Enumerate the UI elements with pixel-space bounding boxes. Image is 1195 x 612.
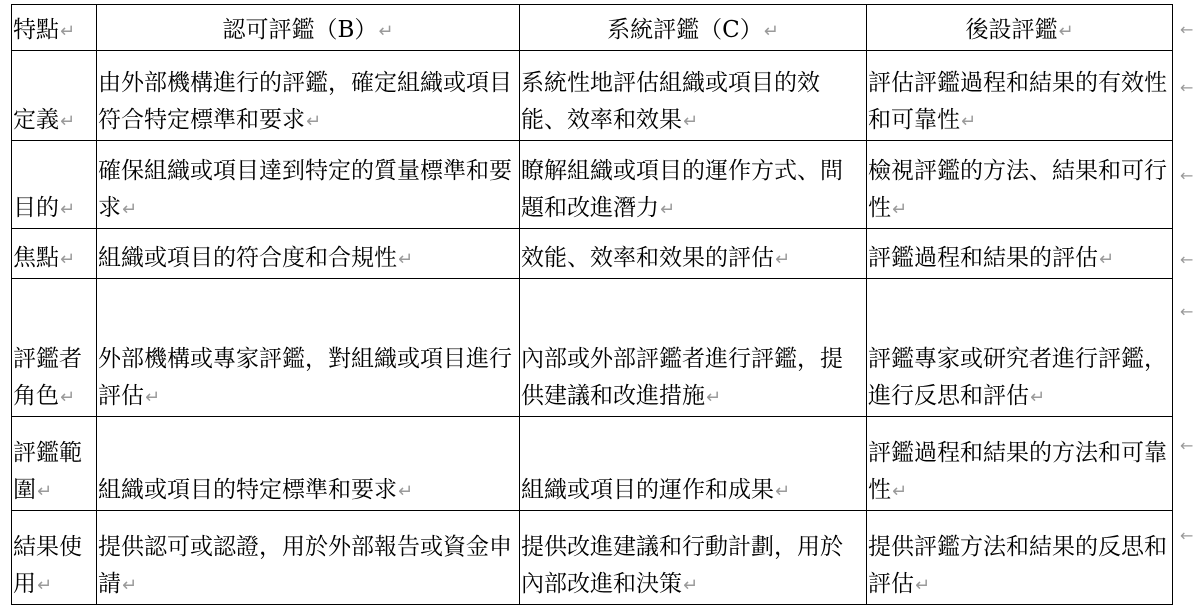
paragraph-mark-icon: ↵ (122, 199, 138, 220)
row-meta-text: 評鑑專家或研究者進行評鑑，進行反思和評估 (868, 346, 1167, 409)
row-feature-text: 目的 (13, 195, 59, 221)
paragraph-mark-icon: ↵ (961, 111, 977, 132)
paragraph-mark-icon: ↵ (683, 575, 699, 596)
header-feature-text: 特點 (13, 17, 59, 43)
row-system-text: 組織或項目的運作和成果 (521, 477, 774, 503)
row-feature-cell (12, 141, 97, 229)
row-accreditation-text: 組織或項目的特定標準和要求 (98, 477, 397, 503)
paragraph-mark-icon: ↵ (775, 249, 791, 270)
row-meta-text: 評估評鑑過程和結果的有效性和可靠性 (868, 70, 1167, 133)
table-row (12, 511, 1173, 605)
row-feature-text: 評鑑範圍 (13, 440, 82, 503)
table-row (12, 51, 1173, 141)
paragraph-mark-icon: ↵ (60, 387, 76, 408)
row-system-cell (520, 229, 867, 279)
row-feature-text: 結果使用 (13, 534, 82, 597)
paragraph-mark-icon: ↵ (1058, 21, 1074, 42)
row-system-text: 瞭解組織或項目的運作方式、問題和改進潛力 (521, 158, 843, 221)
header-cell-meta (867, 5, 1173, 51)
row-accreditation-cell (97, 417, 520, 511)
row-feature-text: 焦點 (13, 245, 59, 271)
row-end-mark-icon: ← (1180, 20, 1194, 39)
row-meta-cell (867, 141, 1173, 229)
row-accreditation-cell (97, 279, 520, 417)
paragraph-mark-icon: ↵ (60, 249, 76, 270)
header-cell-accreditation (97, 5, 520, 51)
row-feature-cell (12, 417, 97, 511)
row-meta-cell (867, 229, 1173, 279)
paragraph-mark-icon: ↵ (398, 481, 414, 502)
paragraph-mark-icon: ↵ (398, 249, 414, 270)
row-meta-text: 評鑑過程和結果的方法和可靠性 (868, 440, 1167, 503)
paragraph-mark-icon: ↵ (683, 111, 699, 132)
row-system-cell (520, 51, 867, 141)
row-meta-cell (867, 417, 1173, 511)
header-cell-feature (12, 5, 97, 51)
paragraph-mark-icon: ↵ (60, 111, 76, 132)
paragraph-mark-icon: ↵ (1030, 387, 1046, 408)
row-accreditation-cell (97, 229, 520, 279)
header-meta-text: 後設評鑑 (965, 17, 1058, 43)
row-accreditation-text: 提供認可或認證，用於外部報告或資金申請 (98, 534, 512, 597)
header-cell-system (520, 5, 867, 51)
row-end-mark-icon: ← (1180, 526, 1194, 545)
paragraph-mark-icon: ↵ (37, 481, 53, 502)
paragraph-mark-icon: ↵ (892, 481, 908, 502)
row-meta-cell (867, 51, 1173, 141)
row-system-cell (520, 417, 867, 511)
table-row (12, 141, 1173, 229)
header-system-text: 系統評鑑（C） (607, 17, 763, 43)
row-accreditation-cell (97, 511, 520, 605)
paragraph-mark-icon: ↵ (915, 575, 931, 596)
paragraph-mark-icon: ↵ (306, 111, 322, 132)
row-accreditation-text: 組織或項目的符合度和合規性 (98, 245, 397, 271)
row-accreditation-text: 由外部機構進行的評鑑，確定組織或項目符合特定標準和要求 (98, 70, 512, 133)
row-system-text: 效能、效率和效果的評估 (521, 245, 774, 271)
row-end-mark-icon: ← (1180, 302, 1194, 321)
row-accreditation-text: 外部機構或專家評鑑，對組織或項目進行評估 (98, 346, 512, 409)
row-feature-text: 評鑑者角色 (13, 346, 82, 409)
row-end-mark-icon: ← (1180, 250, 1194, 269)
row-feature-cell (12, 511, 97, 605)
paragraph-mark-icon: ↵ (60, 199, 76, 220)
row-feature-cell (12, 229, 97, 279)
paragraph-mark-icon: ↵ (892, 199, 908, 220)
row-end-mark-icon: ← (1180, 166, 1194, 185)
table-row (12, 229, 1173, 279)
paragraph-mark-icon: ↵ (706, 387, 722, 408)
paragraph-mark-icon: ↵ (37, 575, 53, 596)
row-accreditation-cell (97, 51, 520, 141)
table-header-row (12, 5, 1173, 51)
table-row (12, 417, 1173, 511)
paragraph-mark-icon: ↵ (763, 21, 779, 42)
row-meta-text: 檢視評鑑的方法、結果和可行性 (868, 158, 1167, 221)
comparison-table (11, 4, 1173, 605)
row-meta-cell (867, 279, 1173, 417)
paragraph-mark-icon: ↵ (145, 387, 161, 408)
row-feature-cell (12, 279, 97, 417)
row-system-text: 內部或外部評鑑者進行評鑑，提供建議和改進措施 (521, 346, 843, 409)
table-row (12, 279, 1173, 417)
row-system-cell (520, 141, 867, 229)
row-end-mark-icon: ← (1180, 78, 1194, 97)
row-system-cell (520, 279, 867, 417)
row-meta-cell (867, 511, 1173, 605)
row-system-text: 提供改進建議和行動計劃，用於內部改進和決策 (521, 534, 843, 597)
row-system-text: 系統性地評估組織或項目的效能、效率和效果 (521, 70, 820, 133)
paragraph-mark-icon: ↵ (60, 21, 76, 42)
row-accreditation-text: 確保組織或項目達到特定的質量標準和要求 (98, 158, 512, 221)
paragraph-mark-icon: ↵ (378, 21, 394, 42)
row-accreditation-cell (97, 141, 520, 229)
paragraph-mark-icon: ↵ (660, 199, 676, 220)
paragraph-mark-icon: ↵ (775, 481, 791, 502)
paragraph-mark-icon: ↵ (1099, 249, 1115, 270)
header-accreditation-text: 認可評鑑（B） (222, 17, 378, 43)
row-meta-text: 提供評鑑方法和結果的反思和評估 (868, 534, 1167, 597)
row-system-cell (520, 511, 867, 605)
row-meta-text: 評鑑過程和結果的評估 (868, 245, 1098, 271)
row-feature-cell (12, 51, 97, 141)
paragraph-mark-icon: ↵ (122, 575, 138, 596)
row-end-mark-icon: ← (1180, 436, 1194, 455)
row-feature-text: 定義 (13, 107, 59, 133)
